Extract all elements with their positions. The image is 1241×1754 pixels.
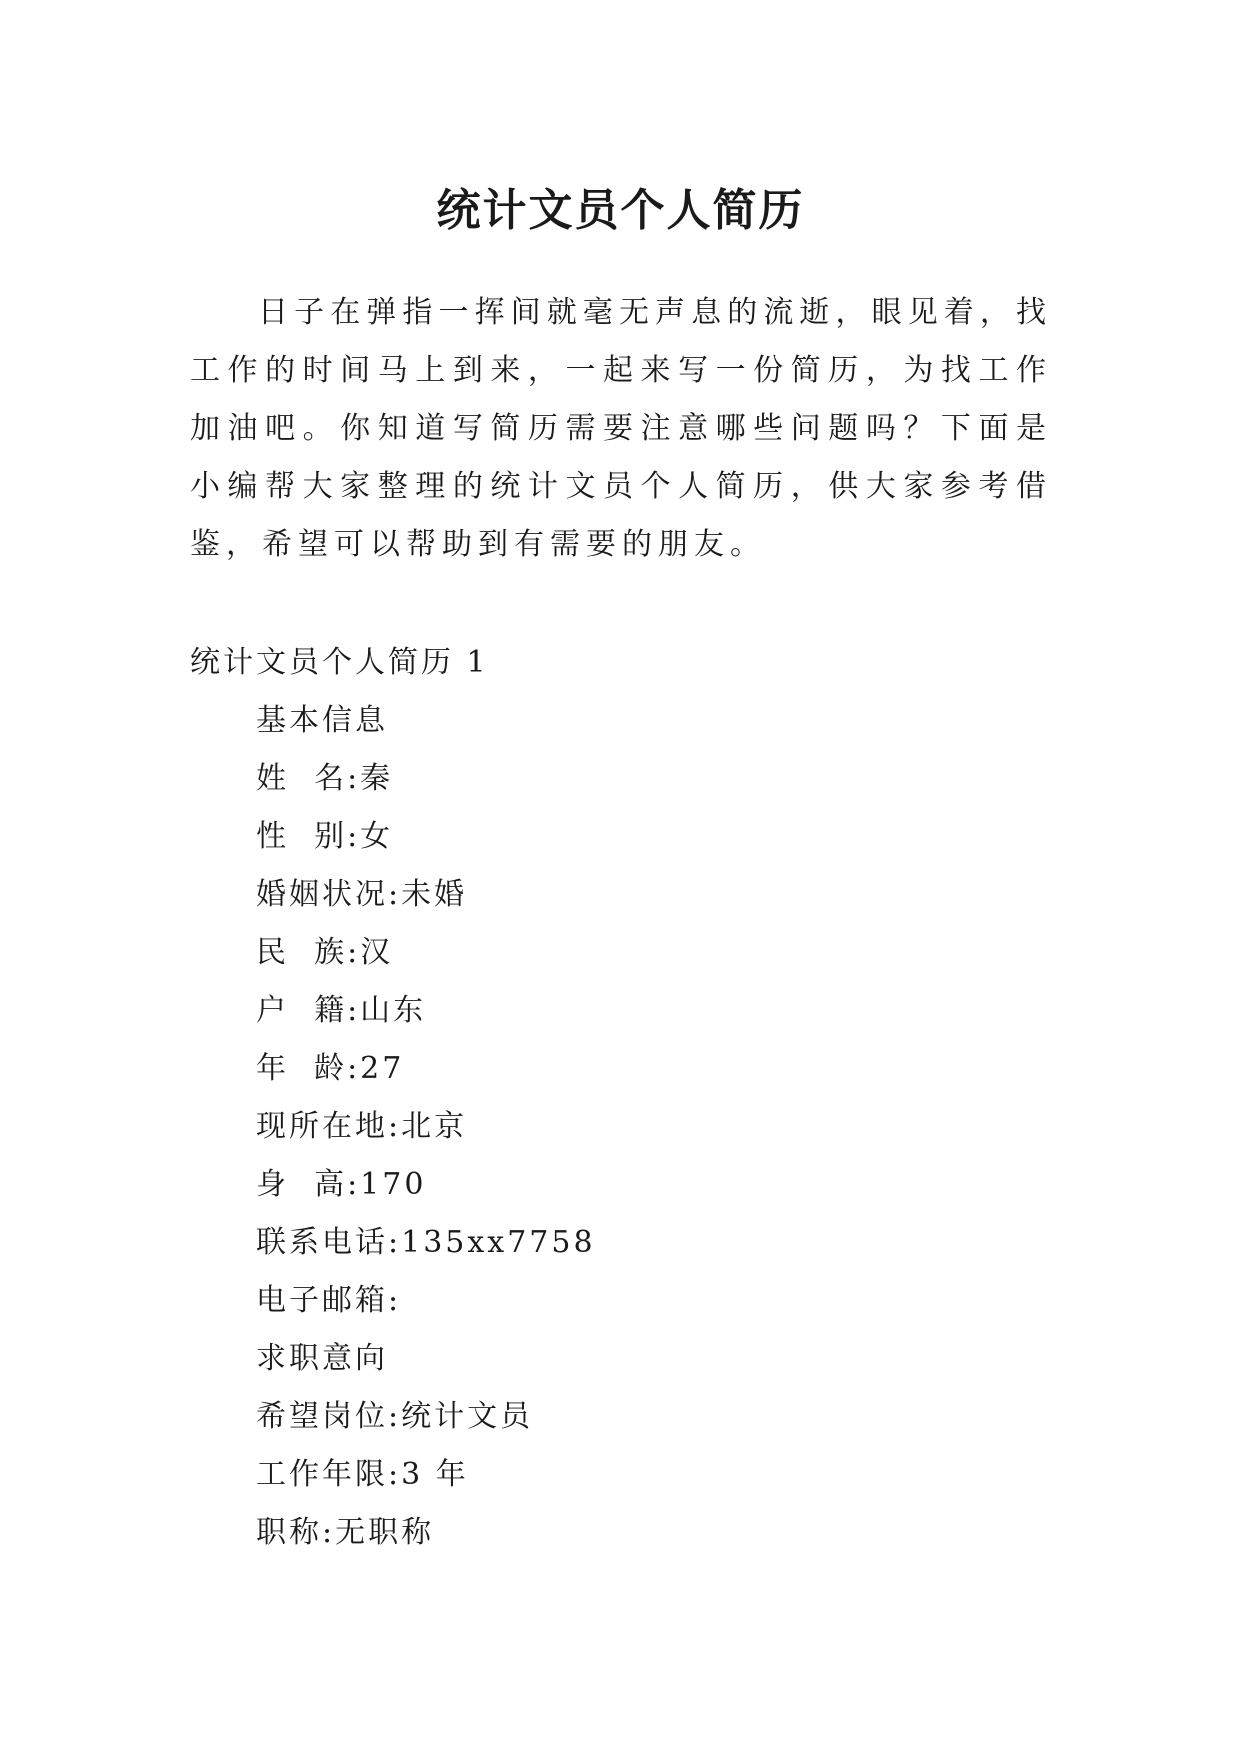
- intro-paragraph: 日子在弹指一挥间就毫无声息的流逝，眼见着，找工作的时间马上到来，一起来写一份简历，为找工作加油吧。你知道写简历需要注意哪些问题吗？下面是小编帮大家整理的统计文员个人简历，供大家参考借鉴，希望可以帮助到有需要的朋友。: [190, 295, 1052, 562]
- heading-job-intention: 求职意向: [256, 1341, 388, 1376]
- field-ethnicity: 民 族:汉: [256, 935, 394, 970]
- field-household-registration: 户 籍:山东: [256, 993, 427, 1028]
- field-marital-status: 婚姻状况:未婚: [256, 877, 468, 912]
- field-height: 身 高:170: [256, 1167, 427, 1202]
- field-age: 年 龄:27: [256, 1051, 405, 1086]
- field-current-location: 现所在地:北京: [256, 1109, 468, 1144]
- resume-field-list: [256, 692, 596, 1562]
- field-years-of-experience: 工作年限:3 年: [256, 1457, 469, 1492]
- page-title: 统计文员个人简历: [436, 185, 805, 237]
- heading-basic-info: 基本信息: [256, 703, 388, 738]
- field-name: 姓 名:秦: [256, 761, 394, 796]
- section-heading: 统计文员个人简历 1: [190, 645, 489, 680]
- field-desired-position: 希望岗位:统计文员: [256, 1399, 534, 1434]
- field-professional-title: 职称:无职称: [256, 1515, 435, 1550]
- field-phone: 联系电话:135xx7758: [256, 1225, 596, 1260]
- field-email: 电子邮箱:: [256, 1283, 402, 1318]
- field-gender: 性 别:女: [256, 819, 394, 854]
